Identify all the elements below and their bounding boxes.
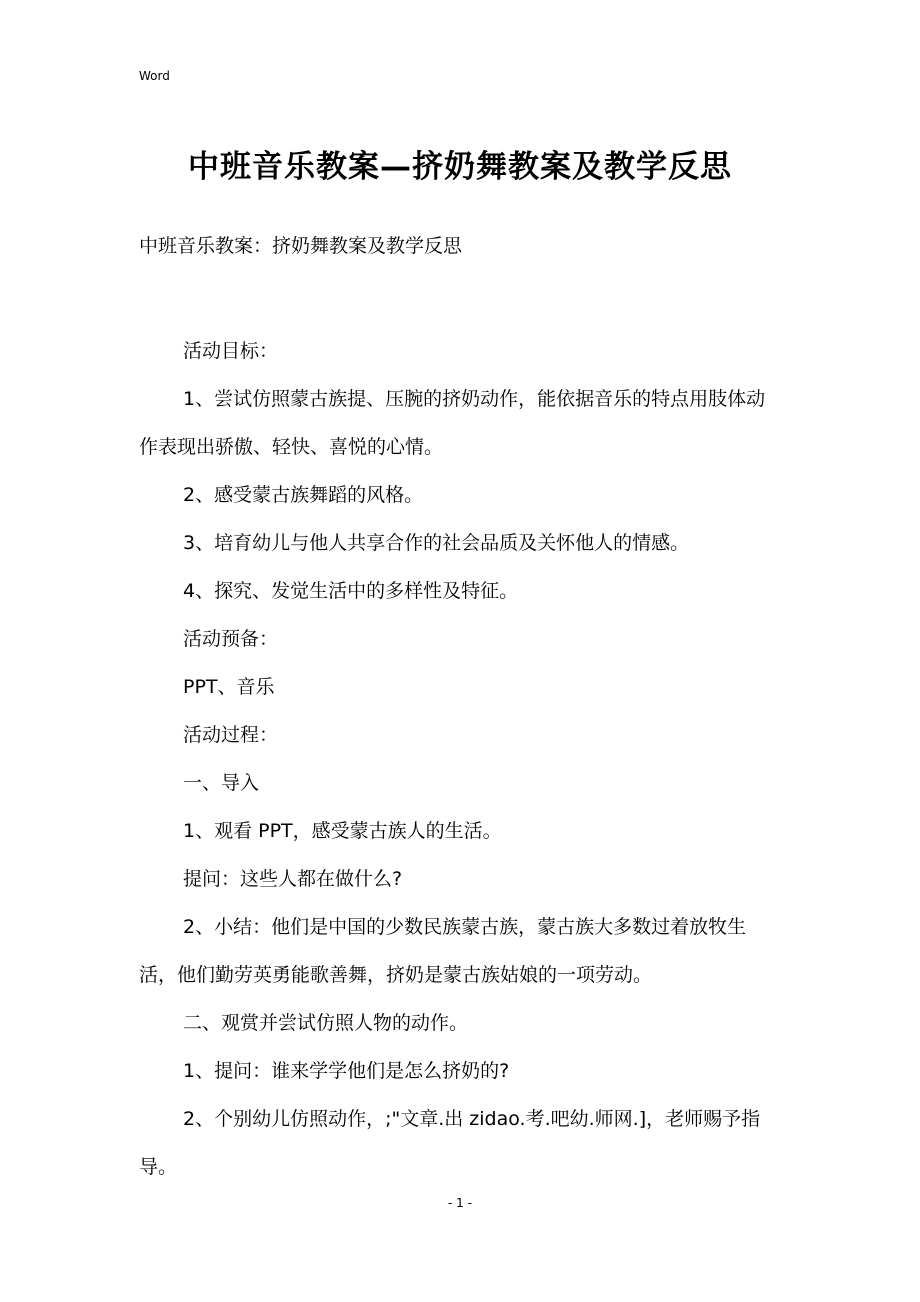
page-number: - 1 -: [448, 1196, 472, 1210]
paragraph: PPT、音乐: [183, 676, 275, 698]
paragraph: 1、提问：谁来学学他们是怎么挤奶的?: [183, 1060, 510, 1082]
paragraph: 二、观赏并尝试仿照人物的动作。: [183, 1012, 469, 1034]
paragraph: 活动预备：: [183, 628, 279, 650]
document-title: 中班音乐教案—挤奶舞教案及教学反思: [188, 149, 732, 185]
paragraph: 3、培育幼儿与他人共享合作的社会品质及关怀他人的情感。: [183, 532, 690, 554]
paragraph: 活动目标：: [183, 340, 279, 362]
paragraph: 4、探究、发觉生活中的多样性及特征。: [183, 580, 519, 602]
document-subtitle: 中班音乐教案：挤奶舞教案及教学反思: [139, 235, 463, 257]
paragraph: 2、感受蒙古族舞蹈的风格。: [183, 484, 424, 506]
document-body: [139, 327, 784, 1191]
paragraph: 提问：这些人都在做什么?: [183, 868, 403, 890]
paragraph: 1、观看 PPT，感受蒙古族人的生活。: [183, 820, 502, 842]
paragraph: 2、小结：他们是中国的少数民族蒙古族，蒙古族大多数过着放牧生活，他们勤劳英勇能歌善舞，挤奶是蒙古族姑娘的一项劳动。: [139, 916, 747, 986]
paragraph: 一、导入: [183, 772, 260, 794]
paragraph: 活动过程：: [183, 724, 279, 746]
paragraph: 1、尝试仿照蒙古族提、压腕的挤奶动作，能依据音乐的特点用肢体动作表现出骄傲、轻快、喜悦的心情。: [139, 388, 766, 458]
header-label: Word: [139, 69, 170, 83]
paragraph: 2、个别幼儿仿照动作，;"文章.出 zidao.考.吧幼.师网.]，老师赐予指导。: [139, 1108, 761, 1178]
